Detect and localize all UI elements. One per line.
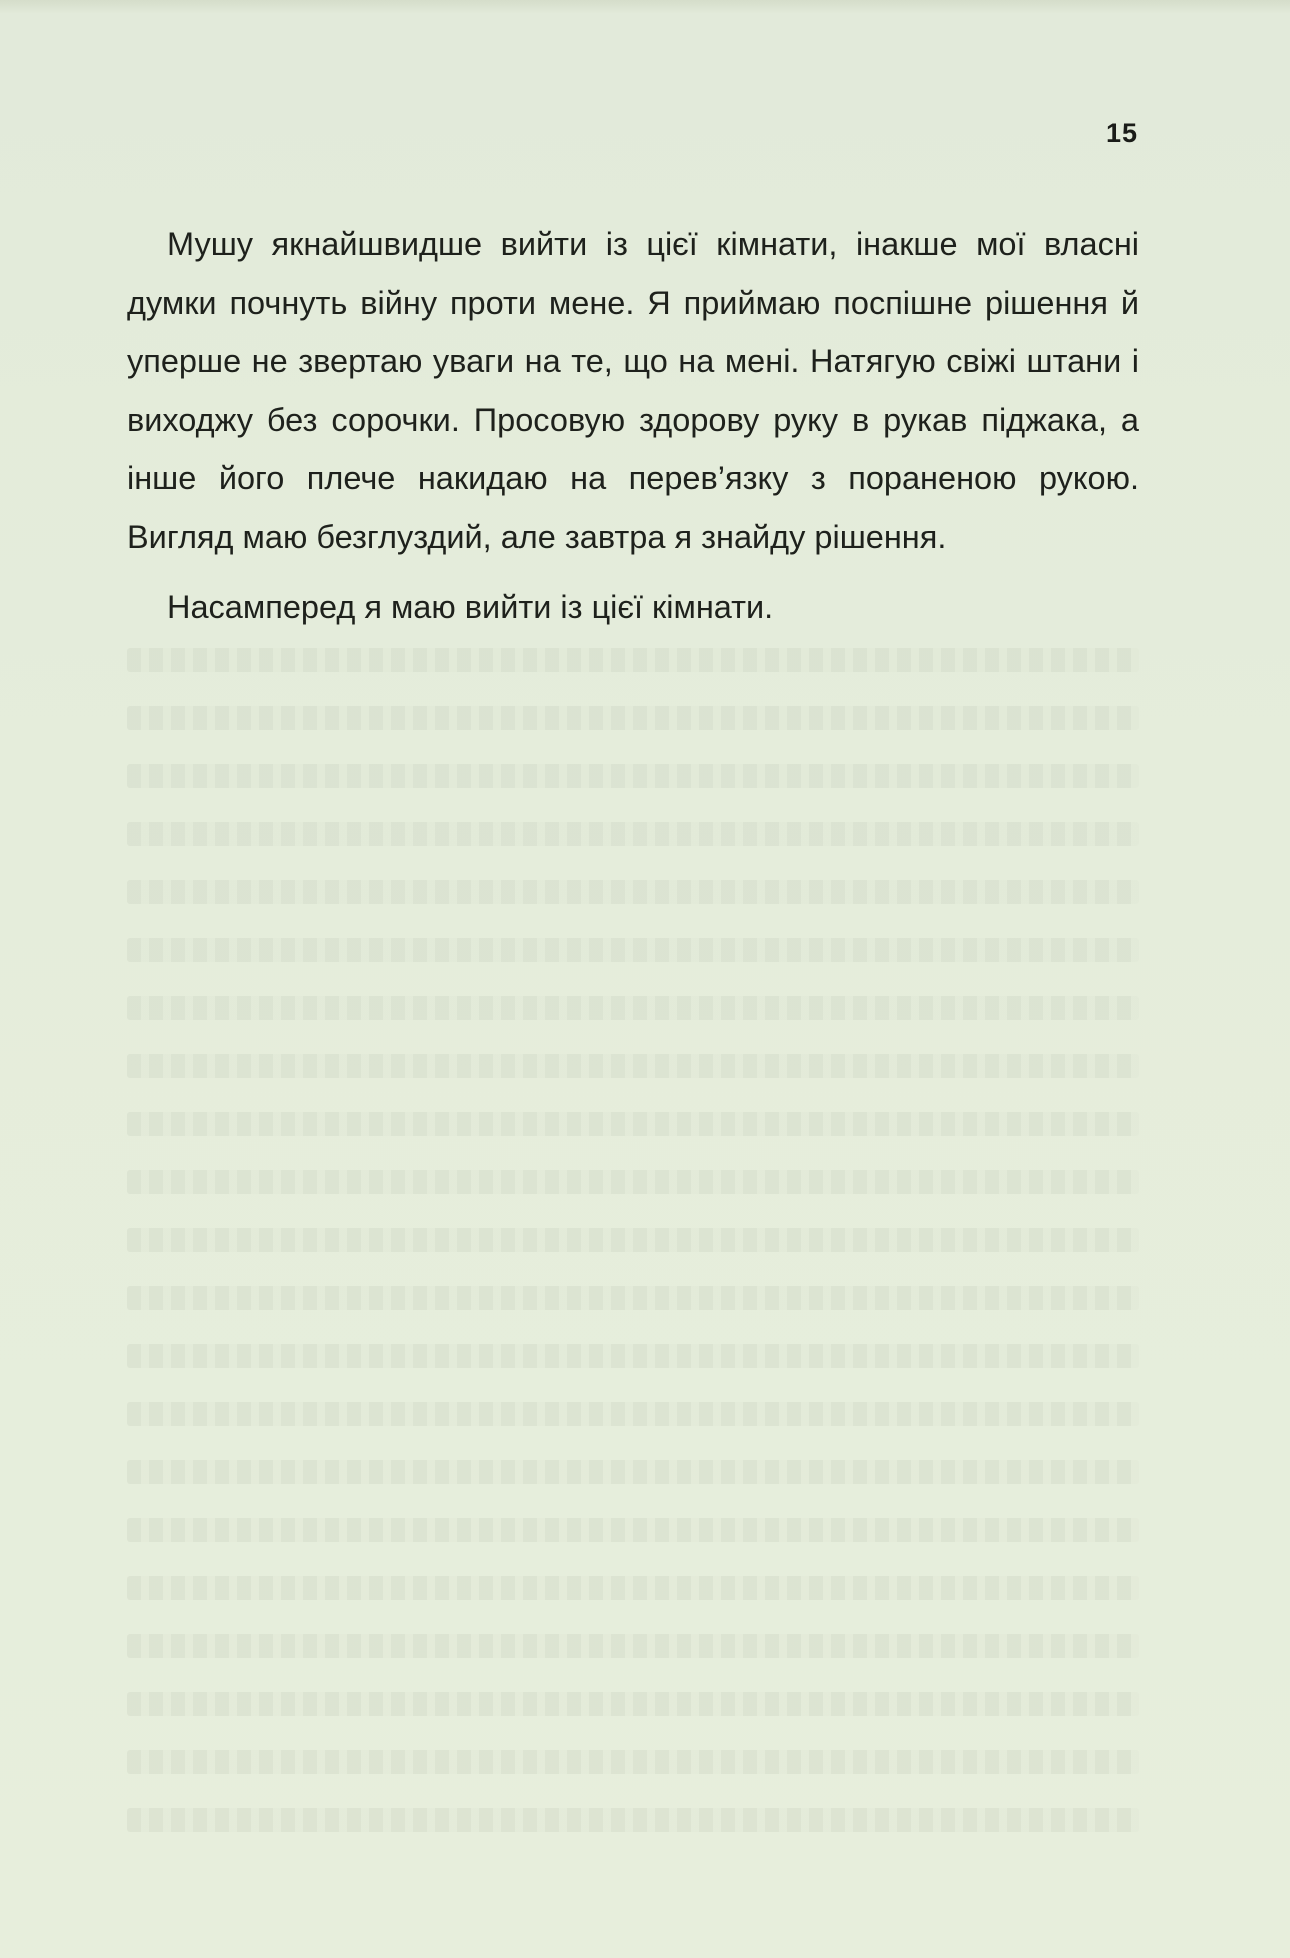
show-through-line — [127, 1344, 1139, 1368]
paragraph-2: Насамперед я маю вийти із цієї кімнати. — [167, 589, 774, 625]
show-through-line — [127, 822, 1139, 846]
show-through-line — [127, 938, 1139, 962]
show-through-line — [127, 1576, 1139, 1600]
show-through-line — [127, 880, 1139, 904]
show-through-line — [127, 1634, 1139, 1658]
show-through-line — [127, 764, 1139, 788]
show-through-line — [127, 1170, 1139, 1194]
show-through-line — [127, 1518, 1139, 1542]
page-top-edge — [0, 0, 1290, 14]
show-through-line — [127, 1808, 1139, 1832]
page-number: 15 — [1105, 118, 1138, 148]
show-through-line — [127, 1460, 1139, 1484]
show-through-text — [127, 648, 1139, 1928]
show-through-line — [127, 1286, 1139, 1310]
body-text — [127, 215, 1139, 637]
show-through-line — [127, 648, 1139, 672]
show-through-line — [127, 1750, 1139, 1774]
show-through-line — [127, 996, 1139, 1020]
show-through-line — [127, 1692, 1139, 1716]
show-through-line — [127, 1402, 1139, 1426]
show-through-line — [127, 1228, 1139, 1252]
paragraph-1: Мушу якнайшвидше вийти із цієї кімнати, інакше мої власні думки почнуть війну проти мене. Я приймаю поспішне рішення й уперше не звертаю уваги на те, що на мені. Натягую свіжі штани і виходжу без сорочки. Просовую здорову руку в рукав піджака, а інше його плече накидаю на перев’язку з пораненою рукою. Вигляд маю безглуздий, але завтра я знайду рішення. — [127, 226, 1139, 555]
show-through-line — [127, 706, 1139, 730]
show-through-line — [127, 1054, 1139, 1078]
show-through-line — [127, 1112, 1139, 1136]
